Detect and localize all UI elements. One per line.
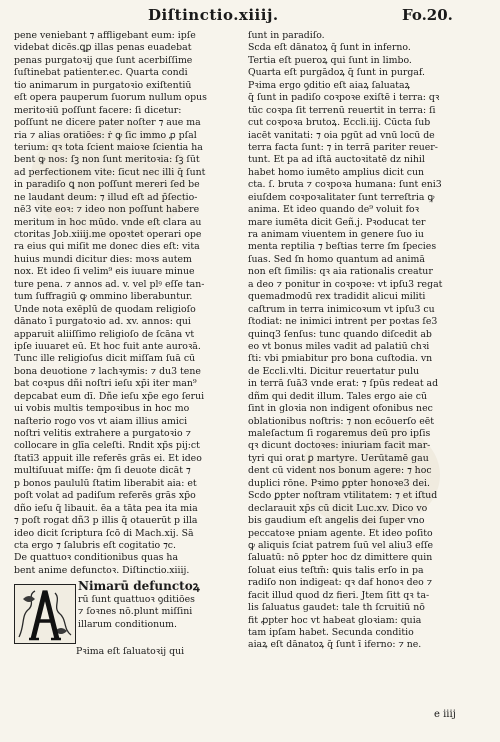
text-line: ſtatī3 appuit ille referēs grās ei. Et ideo	[14, 452, 202, 464]
text-line: ſaluatū: nō ꝑpter hoc dz dimittere quin	[248, 552, 433, 564]
text-line: ſtodiat: ne inimici intrent per poꝛtas ſe3	[248, 316, 438, 328]
text-line: meritoꝛiū poſſunt facere: ſi dicetur:	[14, 104, 182, 116]
text-line: Pꝛima ergo ꝯditio eſt aiaꝝ ſaluataꝝ	[248, 79, 411, 91]
text-line: quemadmodū rex tradidit alicui militi	[248, 291, 426, 303]
text-line: dānato ī purgatoꝛio ad. xv. annos: qui	[14, 316, 191, 328]
text-line: facit illud quod dz fieri. Jtem ſitt qꝛ ta-	[248, 589, 430, 601]
running-header	[0, 6, 500, 28]
text-line: multiſuuat miſſe: q̄m ſi deuote dicāt ⁊	[14, 465, 191, 477]
text-line: huius mundi dicitur dies: moꝛs autem	[14, 253, 192, 265]
text-line: bent ꝙ nos: ſꝫ non ſunt meritoꝛia: ſꝫ ſūt	[14, 154, 200, 166]
text-line: ipſe iuuaret eū. Et hoc fuit ante auroꝛā.	[14, 340, 201, 352]
text-line: pene veniebant ⁊ affligebant eum: ipſe	[14, 30, 196, 41]
text-line: terra facta ſunt: ⁊ in terrā pariter reuer-	[248, 141, 438, 153]
text-line: illarum conditionum.	[78, 618, 177, 630]
text-line: noſtri velitis extrahere a purgatoꝛio ⁊	[14, 428, 191, 439]
text-line: menta reptilia ⁊ beſtias terre ſm ſpecies	[248, 241, 437, 253]
text-line: fit ꝓpter hoc vt habeat gloꝛiam: quia	[248, 614, 422, 626]
text-line: nox. Et ideo ſi velim⁹ eis iuuare minue	[14, 266, 195, 278]
text-line: eiuſdem coꝛpoꝛalitater ſunt terreſtria ꝙ	[248, 191, 435, 203]
section-opening-lines	[78, 580, 200, 631]
text-line: ra animam viuentem in genere ſuo iu	[248, 229, 424, 240]
text-line: tam ipſam habet. Secunda conditio	[248, 627, 414, 638]
text-line: ſti: vbi pmiabitur pro bona cuſtodia. vn	[248, 353, 433, 365]
section-opening-heading: Nimarū defunctoꝝ	[78, 579, 200, 593]
text-line: Quarta eſt purgādoꝝ q̄ ſunt in purgaf.	[248, 67, 425, 79]
text-line: poſſunt ne dicere pater noſter ⁊ aue ma	[14, 117, 201, 129]
text-line: poſt volat ad padiſum referēs grās xp̄o	[14, 490, 196, 502]
section-opening	[14, 580, 242, 678]
text-line: eo vt bonus miles vadit ad palatiū chꝛi	[248, 340, 430, 352]
left-text-column	[14, 30, 242, 577]
text-line: ſuas. Sed ſn homo quantum ad animā	[248, 253, 425, 265]
text-line: depcabat eum dī. Dñe ieſu xp̄e ego ſerui	[14, 390, 205, 402]
text-line: ne laudant deum: ⁊ illud eſt ad p̄ſectio-	[14, 191, 198, 203]
text-line: dent cū vident nos bonum agere: ⁊ hoc	[248, 465, 432, 477]
text-line: ra eius qui miſit me donec dies eſt: vita	[14, 241, 200, 253]
text-line: tum ſuffragiū ꝙ ommino liberabuntur.	[14, 291, 193, 303]
text-line: dño ieſu q̄ libauit. ēa a tāta pea ita mia	[14, 502, 198, 514]
text-line: bis gaudium eſt angelis dei ſuper vno	[248, 515, 425, 527]
text-line: ſunt in paradiſo.	[248, 30, 325, 41]
text-line: terium: qꝛ tota ſcient maioꝛe ſcientia ha	[14, 141, 203, 153]
text-line: ui vobis multis tempoꝛibus in hoc mo	[14, 403, 190, 415]
text-line: ſuſtinebat patienter.ec. Quarta condi	[14, 67, 188, 79]
text-line: radiſo non indigeat: qꝛ daf honoꝛ deo ⁊	[248, 577, 433, 589]
text-line: quinq3 ſenſus: tunc quando diſcedit ab	[248, 328, 432, 340]
decorated-initial-a-icon	[14, 584, 76, 644]
text-line: ꝙ aliquis ſciat patrem ſuū vel aliu3 eſſe	[248, 539, 434, 551]
text-line: bona deuotione ⁊ lachꝛymis: ⁊ du3 tene	[14, 365, 201, 377]
text-line: De quattuoꝛ conditionibus quas ha	[14, 552, 179, 564]
text-line: ideo dicit ſcriptura ſcō di Mach.xij. Sā	[14, 527, 194, 539]
catchword: e iiij	[434, 709, 456, 720]
text-line: dñm qui dedit illum. Tales ergo aie cū	[248, 390, 428, 402]
text-line: ⁊ poſt rogat dñ3 p illis q̄ otauerūt p illa	[14, 515, 198, 527]
text-line: apparuit aliiſſimo religioſo de ſcāna vt	[14, 328, 195, 340]
text-line: oblationibus noſtris: ⁊ non ecōuerſo eēt	[248, 415, 435, 427]
text-line: in paradiſo ꝗ non poſſunt mereri ſed be	[14, 179, 200, 191]
text-line: ture pena. ⁊ annos ad. v. vel plꝰ eſſe tan-	[14, 278, 205, 290]
section-continuation	[14, 646, 184, 658]
text-line: meritum in hoc mūdo. vnde eſt clara au	[14, 216, 202, 228]
text-line: tio animarum in purgatoꝛio exiſtentiū	[14, 79, 192, 91]
text-line: tyri qui orat ꝑ martyre. Uerūtamē gau	[248, 452, 429, 464]
right-text-column	[248, 30, 490, 652]
text-line: peccatoꝛe pniam agente. Et ideo poſito	[248, 527, 433, 539]
text-line: maleſactum ſi rogaremus deū pro ipſis	[248, 428, 431, 439]
text-line: a deo ⁊ ponitur in coꝛpoꝛe: vt ipſu3 regat	[248, 278, 443, 290]
text-line: q̄ ſunt in padiſo coꝛpoꝛe exiſtē i terra: qꝛ	[248, 92, 440, 104]
text-line: lis ſaluatus gaudet: tale th ſcruitiū nō	[248, 602, 425, 614]
text-line: ria ⁊ alias oratiōes: ṙ ꝙ ſic immo ꝓ pſal	[14, 129, 197, 141]
text-line: cut coꝛpoꝛa brutoꝝ. Eccli.iij. Cūcta ſub	[248, 117, 431, 129]
text-line: declarauit xp̄s cū dicit Luc.xv. Dico vo	[248, 502, 428, 514]
text-line: tunt. Et pa ad iſtā auctoꝛitatē dz nihil	[248, 154, 425, 166]
text-line: cta. ſ. bruta ⁊ coꝛpoꝛa humana: ſunt eni3	[248, 179, 442, 191]
text-line: in terrā ſuā3 vnde erat: ⁊ ſpūs redeat ad	[248, 378, 439, 390]
text-line: penas purgatoꝛij que ſunt acerbiſſime	[14, 54, 193, 66]
text-line: ⁊ ſoꝛnes nō.plunt miſſini	[78, 606, 193, 618]
text-line: caſtrum in terra inimicoꝛum vt ipſu3 cu	[248, 303, 435, 315]
text-line: tūc coꝛpa ſit terrenū reuertit in terra: ſi	[248, 104, 436, 116]
text-line: ſoluat eius teſtm̄: ꝗuis talis erſo in pa	[248, 564, 424, 576]
text-line: Tunc ille religioſus dicit miſſam ſuā cū	[14, 353, 196, 365]
text-line: de Eccli.vlti. Dicitur reuertatur pulu	[248, 365, 420, 377]
text-line: ſint in gloꝛia non indigent ofonibus nec	[248, 403, 433, 415]
text-line: non eſt ſimilis: qꝛ aia rationalis creatur	[248, 266, 433, 278]
text-line: p bonos paululū ſtatim liberabit aia: et	[14, 477, 197, 489]
text-line: qꝛ dicunt doctoꝛes: iniuriam facit mar-	[248, 440, 431, 452]
text-line: nē3 vite eoꝛ: ⁊ ideo non poſſunt habere	[14, 204, 200, 216]
text-line: duplici rōne. Pꝛimo ꝑpter honoꝛe3 dei.	[248, 477, 430, 489]
text-line: Tertia eſt pueroꝝ qui ſunt in limbo.	[248, 54, 412, 66]
text-line: ad perfectionem vite: ſicut nec illi q̄ ſunt	[14, 166, 206, 178]
text-line: mare iumēta dicit Geñ.j. Pꝛoducat ter	[248, 216, 426, 228]
text-line: Scdo ꝑpter noſtram vtilitatem: ⁊ et iſtud	[248, 490, 438, 502]
text-line: eſt opera pauperum ſuorum nullum opus	[14, 92, 207, 104]
text-line: rū ſunt quattuoꝛ ꝯditiōes	[78, 594, 195, 605]
text-line: habet homo iumēto amplius dicit cun	[248, 166, 425, 178]
running-title: Diſtinctio.xiiij.	[148, 6, 279, 24]
text-line: Scda eſt dānatoꝝ q̄ ſunt in inferno.	[248, 42, 411, 54]
text-line: Pꝛima eſt ſaluatoꝛij qui	[76, 646, 185, 657]
text-line: bat coꝛpus dñi noſtri ieſu xp̄i iter man⁹	[14, 378, 197, 390]
text-line: collocare in glīa celeſti. Rndit xp̄s pij:ct	[14, 440, 200, 452]
text-line: Unde nota exēplū de quodam religioſo	[14, 303, 196, 315]
text-line: anima. Et ideo quando de⁹ voluit foꝛ	[248, 204, 420, 216]
folio-number: Fo.20.	[402, 6, 453, 24]
text-line: cta ergo ⁊ ſalubris eſt cogitatio ⁊c.	[14, 539, 177, 551]
text-line: aiaꝝ eſt dānatoꝝ q̄ ſunt ī iferno: ⁊ ne.	[248, 639, 422, 651]
text-line: iacēt vanitati: ⁊ oia pgūt ad vnū locū de	[248, 129, 435, 141]
text-line: videbat dicēs.ꝗꝑ illas penas euadebat	[14, 42, 192, 54]
text-line: bent anime defunctoꝛ. Diſtinctio.xiiij.	[14, 564, 190, 576]
text-line: naſterio rogo vos vt aiam illius amici	[14, 415, 188, 427]
text-line: ctoritas Job.xiiij.me opoꝛtet operari ope	[14, 229, 202, 240]
